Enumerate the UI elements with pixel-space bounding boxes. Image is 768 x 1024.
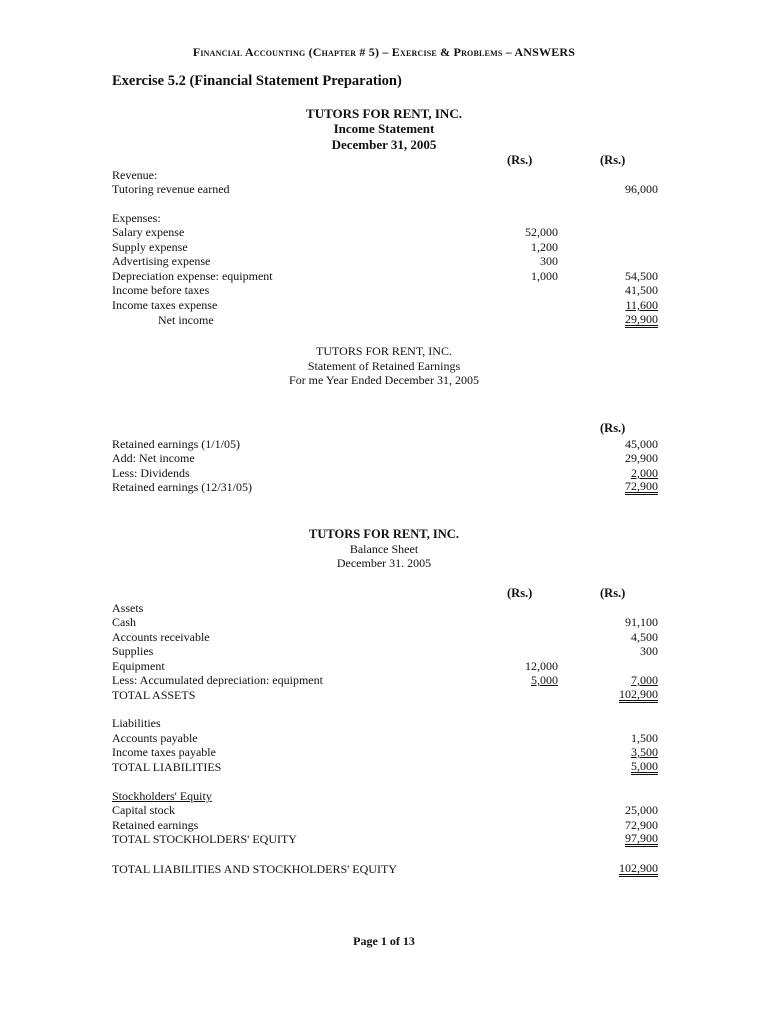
row-label: Accounts payable bbox=[112, 731, 198, 745]
is-title: Income Statement bbox=[333, 121, 435, 136]
row-amount: 45,000 bbox=[625, 437, 658, 451]
row-amount: 96,000 bbox=[625, 182, 658, 196]
bs-company: TUTORS FOR RENT, INC. bbox=[309, 527, 459, 541]
row-label: Income before taxes bbox=[112, 283, 210, 297]
bs-date: December 31. 2005 bbox=[336, 556, 432, 570]
bs-col2-header: (Rs.) bbox=[600, 586, 626, 600]
re-row-net-income bbox=[112, 451, 658, 466]
bs-row-accounts-payable bbox=[112, 731, 658, 746]
bs-title: Balance Sheet bbox=[349, 542, 419, 556]
re-period: For me Year Ended December 31, 2005 bbox=[289, 373, 479, 387]
row-amount: 4,500 bbox=[631, 630, 658, 644]
is-col1-header: (Rs.) bbox=[507, 153, 533, 167]
bs-equity-heading bbox=[112, 789, 658, 804]
row-amount: 300 bbox=[640, 644, 658, 658]
row-subamount: 1,000 bbox=[531, 269, 558, 283]
row-subamount: 1,200 bbox=[531, 240, 558, 254]
section-heading: Liabilities bbox=[112, 716, 161, 730]
row-label: Expenses: bbox=[112, 211, 161, 225]
row-amount: 54,500 bbox=[625, 269, 658, 283]
row-label: Add: Net income bbox=[112, 451, 195, 465]
exercise-title: Exercise 5.2 (Financial Statement Preparation) bbox=[112, 73, 402, 89]
is-row-revenue-heading bbox=[112, 168, 658, 183]
row-label: Net income bbox=[158, 313, 214, 327]
row-label: TOTAL ASSETS bbox=[112, 688, 196, 702]
bs-col1-header: (Rs.) bbox=[507, 586, 533, 600]
row-amount: 72,900 bbox=[625, 818, 658, 832]
row-label: Retained earnings (12/31/05) bbox=[112, 480, 252, 494]
row-label: Salary expense bbox=[112, 225, 185, 239]
re-title: Statement of Retained Earnings bbox=[307, 359, 461, 373]
row-label: Capital stock bbox=[112, 803, 175, 817]
is-row-depreciation bbox=[112, 269, 658, 284]
row-label: TOTAL LIABILITIES bbox=[112, 760, 222, 774]
row-label: Retained earnings bbox=[112, 818, 199, 832]
is-row-income-taxes bbox=[112, 298, 658, 313]
row-subamount: 300 bbox=[540, 254, 558, 268]
row-label: Advertising expense bbox=[112, 254, 211, 268]
bs-liabilities-heading bbox=[112, 716, 658, 731]
header-suffix: – ANSWERS bbox=[502, 45, 576, 59]
bs-row-equipment bbox=[112, 659, 658, 674]
row-label: Depreciation expense: equipment bbox=[112, 269, 273, 283]
is-row-supply bbox=[112, 240, 658, 255]
row-label: TOTAL LIABILITIES AND STOCKHOLDERS' EQUITY bbox=[112, 862, 397, 876]
bs-row-total-liabilities bbox=[112, 760, 658, 775]
row-amount: 102,900 bbox=[619, 687, 658, 701]
row-label: Cash bbox=[112, 615, 136, 629]
re-row-dividends bbox=[112, 466, 658, 481]
row-label: Equipment bbox=[112, 659, 165, 673]
row-amount: 3,500 bbox=[631, 745, 658, 759]
header-text: Financial Accounting (Chapter # 5) – Exercise & Problems bbox=[192, 45, 503, 59]
is-col2-header: (Rs.) bbox=[600, 153, 626, 167]
re-col-header: (Rs.) bbox=[600, 421, 626, 435]
row-label: Revenue: bbox=[112, 168, 158, 182]
is-row-salary bbox=[112, 225, 658, 240]
row-subamount: 12,000 bbox=[525, 659, 558, 673]
page-header bbox=[0, 45, 768, 60]
row-label: Tutoring revenue earned bbox=[112, 182, 230, 196]
row-label: Accounts receivable bbox=[112, 630, 210, 644]
bs-assets-heading bbox=[112, 601, 658, 616]
row-label: Income taxes payable bbox=[112, 745, 216, 759]
row-amount: 29,900 bbox=[625, 312, 658, 326]
row-amount: 7,000 bbox=[631, 673, 658, 687]
row-label: Retained earnings (1/1/05) bbox=[112, 437, 240, 451]
bs-row-total-equity bbox=[112, 832, 658, 847]
bs-row-total-assets bbox=[112, 688, 658, 703]
row-label: Supply expense bbox=[112, 240, 188, 254]
is-company: TUTORS FOR RENT, INC. bbox=[306, 106, 462, 121]
is-row-expenses-heading bbox=[112, 211, 658, 226]
bs-row-accounts-receivable bbox=[112, 630, 658, 645]
row-label: TOTAL STOCKHOLDERS' EQUITY bbox=[112, 832, 297, 846]
bs-row-cash bbox=[112, 615, 658, 630]
row-label: Less: Dividends bbox=[112, 466, 190, 480]
row-label: Less: Accumulated depreciation: equipment bbox=[112, 673, 323, 687]
row-amount: 97,900 bbox=[625, 831, 658, 845]
page-footer: Page 1 of 13 bbox=[353, 934, 415, 948]
bs-row-retained-earnings bbox=[112, 818, 658, 833]
is-row-tutoring-revenue bbox=[112, 182, 658, 197]
re-company: TUTORS FOR RENT, INC. bbox=[316, 344, 452, 358]
row-amount: 91,100 bbox=[625, 615, 658, 629]
row-amount: 25,000 bbox=[625, 803, 658, 817]
section-heading: Assets bbox=[112, 601, 144, 615]
re-row-closing bbox=[112, 480, 658, 495]
is-date: December 31, 2005 bbox=[331, 137, 437, 152]
re-row-opening bbox=[112, 437, 658, 452]
bs-row-capital-stock bbox=[112, 803, 658, 818]
is-row-income-before-taxes bbox=[112, 283, 658, 298]
row-amount: 11,600 bbox=[625, 298, 658, 312]
row-amount: 72,900 bbox=[625, 479, 658, 493]
is-row-advertising bbox=[112, 254, 658, 269]
bs-row-grand-total bbox=[112, 862, 658, 877]
row-amount: 29,900 bbox=[625, 451, 658, 465]
row-subamount: 5,000 bbox=[531, 673, 558, 687]
section-heading: Stockholders' Equity bbox=[112, 789, 212, 803]
is-row-net-income bbox=[112, 313, 658, 328]
row-label: Income taxes expense bbox=[112, 298, 218, 312]
bs-row-supplies bbox=[112, 644, 658, 659]
row-subamount: 52,000 bbox=[525, 225, 558, 239]
row-amount: 102,900 bbox=[619, 861, 658, 875]
bs-row-accum-depreciation bbox=[112, 673, 658, 688]
row-amount: 2,000 bbox=[631, 466, 658, 480]
row-amount: 1,500 bbox=[631, 731, 658, 745]
row-amount: 5,000 bbox=[631, 759, 658, 773]
row-amount: 41,500 bbox=[625, 283, 658, 297]
bs-row-income-taxes-payable bbox=[112, 745, 658, 760]
row-label: Supplies bbox=[112, 644, 154, 658]
